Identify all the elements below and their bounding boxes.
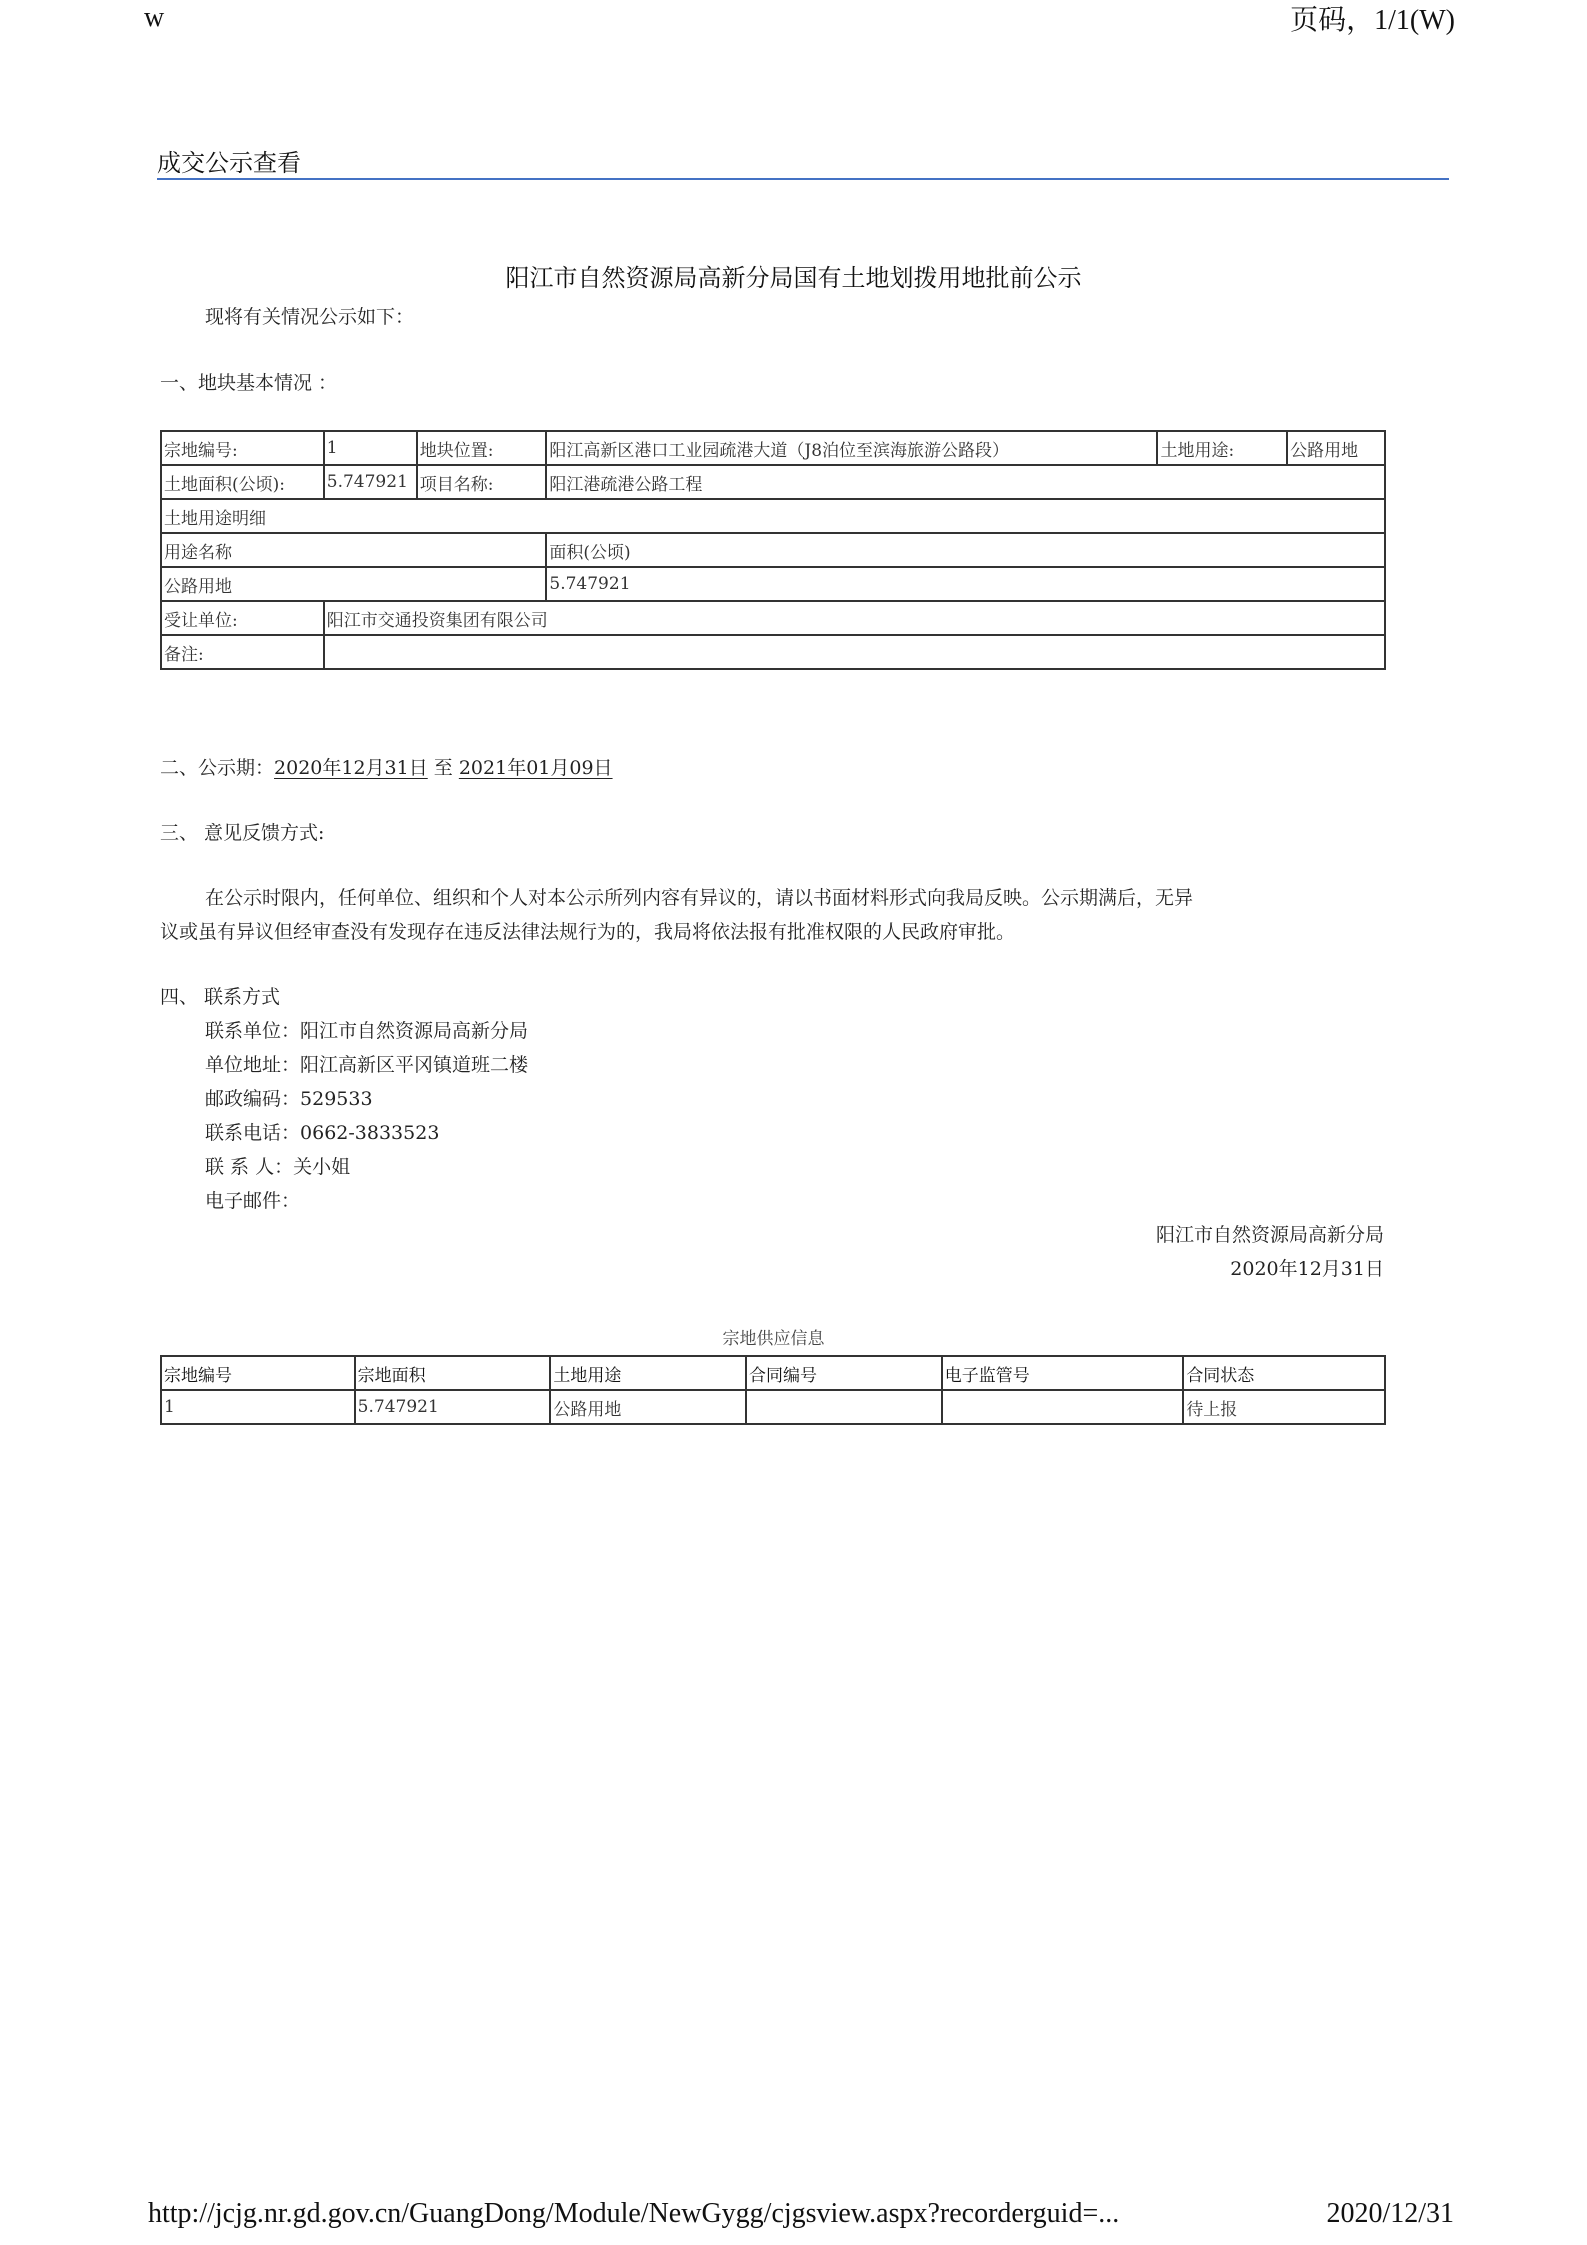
period-end-date: 2021年01月09日 [458, 757, 613, 779]
notice-title: 阳江市自然资源局高新分局国有土地划拨用地批前公示 [505, 264, 1082, 292]
print-footer-url: http://jcjg.nr.gd.gov.cn/GuangDong/Module/NewGygg/cjgsview.aspx?recorderguid=... [148, 2198, 1120, 2229]
cell-contract-no [746, 1390, 942, 1424]
parcel-no-value: 1 [324, 431, 417, 465]
contact-item [205, 1050, 528, 1077]
cell-parcel-area: 5.747921 [355, 1390, 551, 1424]
land-use-value: 公路用地 [1287, 431, 1385, 465]
contact-item [205, 1016, 528, 1043]
section4-title: 四、 联系方式 [160, 986, 281, 1008]
location-label: 地块位置: [417, 431, 547, 465]
location-value: 阳江高新区港口工业园疏港大道（J8泊位至滨海旅游公路段） [546, 431, 1157, 465]
cell-e-supervision-no [942, 1390, 1184, 1424]
heading-divider [157, 178, 1449, 180]
table-row [161, 567, 1385, 601]
signature-date: 2020年12月31日 [1230, 1258, 1384, 1280]
page-heading: 成交公示查看 [157, 149, 301, 177]
contact-item [205, 1152, 350, 1179]
contact-value: 529533 [300, 1088, 373, 1110]
grantee-label: 受让单位: [161, 601, 324, 635]
contact-value: 0662-3833523 [300, 1122, 440, 1144]
land-use-detail-title: 土地用途明细 [161, 499, 1385, 533]
project-value: 阳江港疏港公路工程 [546, 465, 1385, 499]
contact-label: 电子邮件： [205, 1190, 301, 1212]
period-to: 至 [433, 757, 453, 779]
area-value: 5.747921 [324, 465, 417, 499]
detail-use-name: 公路用地 [161, 567, 546, 601]
table-row [161, 533, 1385, 567]
table-row [161, 431, 1385, 465]
notice-intro: 现将有关情况公示如下： [205, 306, 415, 328]
print-header-page-number: 页码，1/1(W) [1290, 5, 1455, 36]
publicity-period [160, 753, 613, 780]
grantee-value: 阳江市交通投资集团有限公司 [324, 601, 1385, 635]
project-label: 项目名称: [417, 465, 547, 499]
contact-label: 单位地址： [205, 1054, 301, 1076]
section1-title: 一、地块基本情况 ： [160, 372, 338, 394]
column-header-parcel-area: 宗地面积 [355, 1356, 551, 1390]
cell-parcel-no: 1 [161, 1390, 355, 1424]
column-header-parcel-no: 宗地编号 [161, 1356, 355, 1390]
contact-value: 阳江高新区平冈镇道班二楼 [300, 1054, 529, 1076]
table-row [161, 465, 1385, 499]
land-use-label: 土地用途: [1157, 431, 1287, 465]
column-header-contract-status: 合同状态 [1183, 1356, 1385, 1390]
period-start-date: 2020年12月31日 [274, 757, 428, 779]
period-label: 二、公示期： [160, 757, 275, 779]
parcel-no-label: 宗地编号: [161, 431, 324, 465]
contact-label: 邮政编码： [205, 1088, 301, 1110]
contact-item [205, 1084, 373, 1111]
detail-col-area: 面积(公顷) [546, 533, 1385, 567]
column-header-land-use: 土地用途 [550, 1356, 746, 1390]
table-row [161, 601, 1385, 635]
table-row [161, 635, 1385, 669]
detail-area: 5.747921 [546, 567, 1385, 601]
print-header-left: w [144, 2, 165, 33]
contact-value: 阳江市自然资源局高新分局 [300, 1020, 529, 1042]
table-row [161, 1390, 1385, 1424]
table-header-row [161, 1356, 1385, 1390]
feedback-paragraph-line2: 议或虽有异议但经审查没有发现存在违反法律法规行为的，我局将依法报有批准权限的人民政府审批。 [160, 921, 1016, 943]
contact-item [205, 1186, 300, 1213]
feedback-paragraph-line1: 在公示时限内，任何单位、组织和个人对本公示所列内容有异议的，请以书面材料形式向我局反映。公示期满后，无异 [205, 887, 1194, 909]
cell-land-use: 公路用地 [550, 1390, 746, 1424]
contact-value: 关小姐 [293, 1156, 351, 1178]
parcel-info-table [160, 430, 1386, 670]
remarks-value [324, 635, 1385, 669]
cell-contract-status: 待上报 [1183, 1390, 1385, 1424]
section3-title: 三、 意见反馈方式: [160, 822, 325, 844]
contact-label: 联系单位： [205, 1020, 301, 1042]
area-label: 土地面积(公顷): [161, 465, 324, 499]
print-footer-date: 2020/12/31 [1326, 2198, 1454, 2229]
contact-label: 联 系 人： [205, 1156, 294, 1178]
table-row [161, 499, 1385, 533]
column-header-e-supervision-no: 电子监管号 [942, 1356, 1184, 1390]
remarks-label: 备注: [161, 635, 324, 669]
contact-item [205, 1118, 439, 1145]
supply-table-caption: 宗地供应信息 [722, 1329, 825, 1349]
detail-col-use-name: 用途名称 [161, 533, 546, 567]
signature-org: 阳江市自然资源局高新分局 [1155, 1224, 1384, 1246]
contact-label: 联系电话： [205, 1122, 301, 1144]
column-header-contract-no: 合同编号 [746, 1356, 942, 1390]
supply-info-table [160, 1355, 1386, 1425]
